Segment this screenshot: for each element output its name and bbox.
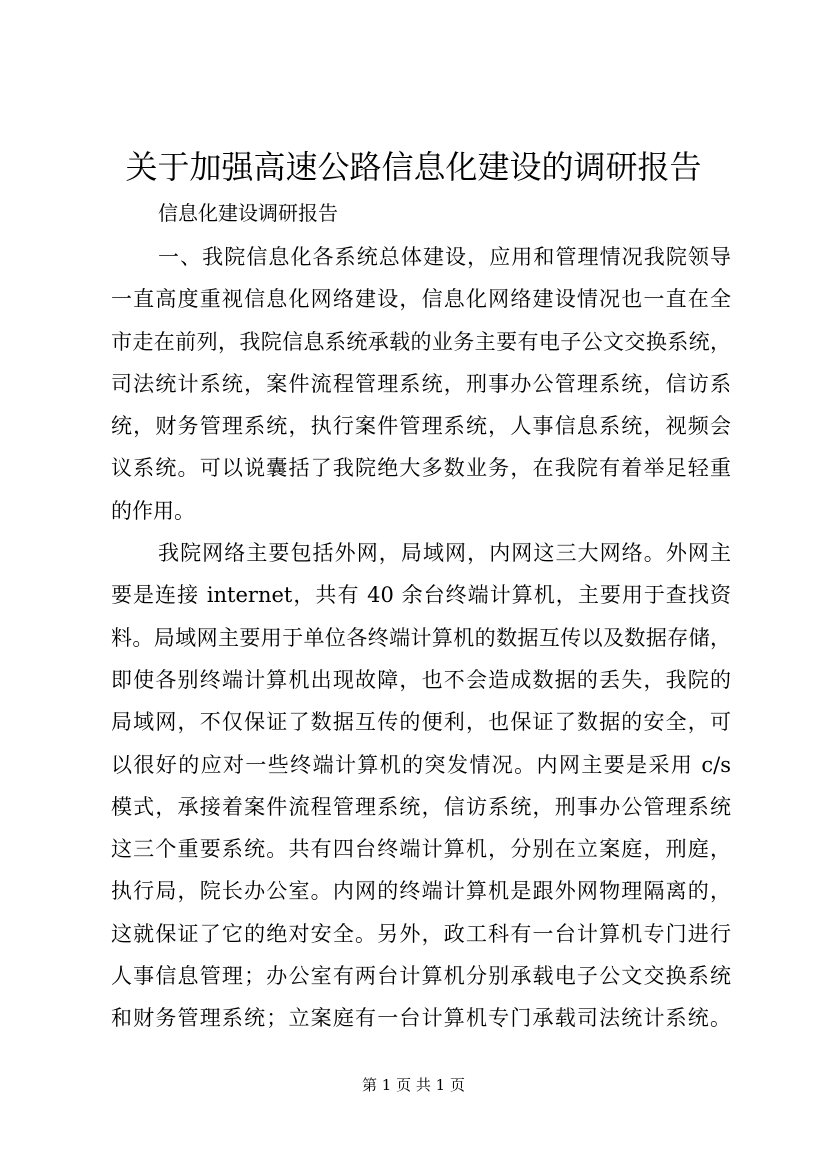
document-subtitle: 信息化建设调研报告	[158, 201, 338, 225]
body-line: 即使各别终端计算机出现故障，也不会造成数据的丢失，我院的	[111, 667, 731, 692]
body-line: 议系统。可以说囊括了我院绝大多数业务，在我院有着举足轻重	[111, 456, 731, 481]
document-body	[111, 240, 731, 1044]
body-line: 要是连接 internet，共有 40 余台终端计算机，主要用于查找资	[111, 583, 731, 608]
body-line: 料。局域网主要用于单位各终端计算机的数据互传以及数据存储，	[111, 625, 731, 650]
page-footer: 第 1 页 共 1 页	[362, 1076, 465, 1094]
body-line: 和财务管理系统；立案庭有一台计算机专门承载司法统计系统。	[111, 1006, 731, 1031]
document-title: 关于加强高速公路信息化建设的调研报告	[125, 148, 702, 186]
body-line: 这就保证了它的绝对安全。另外，政工科有一台计算机专门进行	[111, 921, 731, 946]
body-line: 一直高度重视信息化网络建设，信息化网络建设情况也一直在全	[111, 287, 731, 312]
body-line: 统，财务管理系统，执行案件管理系统，人事信息系统，视频会	[111, 414, 731, 439]
body-line: 市走在前列，我院信息系统承载的业务主要有电子公文交换系统，	[111, 329, 731, 354]
body-line: 这三个重要系统。共有四台终端计算机，分别在立案庭，刑庭，	[111, 837, 731, 862]
body-line: 以很好的应对一些终端计算机的突发情况。内网主要是采用 c/s	[111, 752, 731, 777]
body-line: 人事信息管理；办公室有两台计算机分别承载电子公文交换系统	[111, 964, 731, 989]
body-line: 一、我院信息化各系统总体建设，应用和管理情况我院领导	[158, 245, 731, 269]
body-line: 的作用。	[111, 498, 195, 523]
body-line: 执行局，院长办公室。内网的终端计算机是跟外网物理隔离的，	[111, 879, 731, 904]
body-line: 我院网络主要包括外网，局域网，内网这三大网络。外网主	[158, 541, 731, 566]
body-line: 局域网，不仅保证了数据互传的便利，也保证了数据的安全，可	[111, 710, 731, 735]
body-line: 司法统计系统，案件流程管理系统，刑事办公管理系统，信访系	[111, 371, 731, 396]
body-line: 模式，承接着案件流程管理系统，信访系统，刑事办公管理系统	[111, 794, 731, 819]
